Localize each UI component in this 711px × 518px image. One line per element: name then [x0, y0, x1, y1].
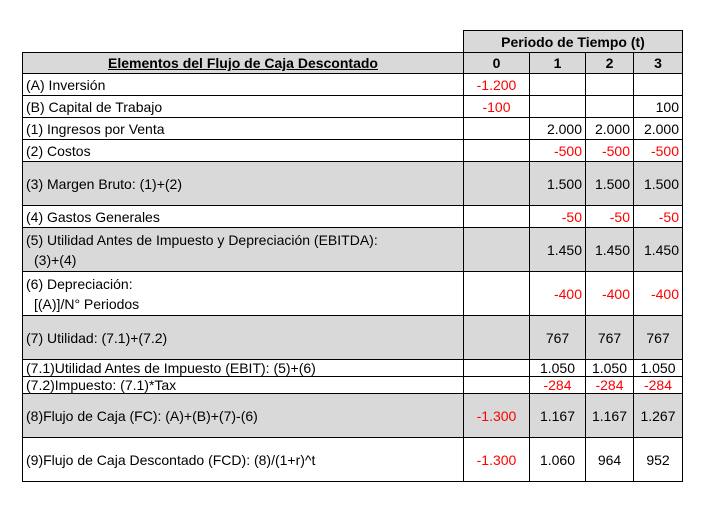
cell-value — [464, 377, 530, 394]
cell-value: 1.050 — [586, 360, 634, 377]
cell-value — [464, 140, 530, 162]
table-row — [23, 118, 683, 140]
cell-value: -500 — [530, 140, 586, 162]
discounted-cash-flow-table — [22, 30, 683, 482]
row-label-ingresos: (1) Ingresos por Venta — [23, 118, 464, 140]
table-row — [23, 96, 683, 118]
row-label-ebitda — [23, 228, 464, 272]
cell-value: 1.450 — [530, 228, 586, 272]
period-header-1: 1 — [530, 53, 586, 74]
cell-value: 767 — [586, 316, 634, 360]
cell-value: 100 — [634, 96, 683, 118]
column-header-row — [23, 53, 683, 74]
row-label-depreciacion — [23, 272, 464, 316]
row-label-flujo-caja: (8)Flujo de Caja (FC): (A)+(B)+(7)-(6) — [23, 394, 464, 438]
cell-value: -400 — [586, 272, 634, 316]
cell-value: 1.500 — [530, 162, 586, 206]
cell-value: 1.450 — [586, 228, 634, 272]
table-row — [23, 74, 683, 96]
cell-value: 1.050 — [634, 360, 683, 377]
table-row — [23, 394, 683, 438]
period-title: Periodo de Tiempo (t) — [464, 31, 683, 53]
period-title-row — [23, 31, 683, 53]
table-row — [23, 272, 683, 316]
table-row — [23, 316, 683, 360]
row-label-utilidad: (7) Utilidad: (7.1)+(7.2) — [23, 316, 464, 360]
cell-value — [464, 162, 530, 206]
cell-value: 2.000 — [634, 118, 683, 140]
blank-corner — [23, 31, 464, 53]
elements-title: Elementos del Flujo de Caja Descontado — [23, 53, 464, 74]
period-header-0: 0 — [464, 53, 530, 74]
cell-value: 1.167 — [530, 394, 586, 438]
table-row — [23, 377, 683, 394]
cell-value: 767 — [530, 316, 586, 360]
cell-value — [634, 74, 683, 96]
cell-value: -400 — [530, 272, 586, 316]
cell-value: -1.200 — [464, 74, 530, 96]
table-row — [23, 360, 683, 377]
row-label-line: [(A)]/N° Periodos — [34, 295, 140, 312]
cell-value: 1.267 — [634, 394, 683, 438]
row-label-margen-bruto: (3) Margen Bruto: (1)+(2) — [23, 162, 464, 206]
cell-value: 1.500 — [634, 162, 683, 206]
row-label-line: (6) Depreciación: — [26, 275, 133, 292]
cell-value: -1.300 — [464, 394, 530, 438]
cell-value: 1.450 — [634, 228, 683, 272]
cell-value — [464, 272, 530, 316]
table-row — [23, 162, 683, 206]
table-row — [23, 228, 683, 272]
cell-value — [464, 118, 530, 140]
cell-value: 964 — [586, 438, 634, 482]
table-row — [23, 438, 683, 482]
cell-value: 1.167 — [586, 394, 634, 438]
cell-value — [464, 360, 530, 377]
period-header-3: 3 — [634, 53, 683, 74]
cell-value: 1.500 — [586, 162, 634, 206]
cell-value: -50 — [634, 206, 683, 228]
cell-value: -50 — [530, 206, 586, 228]
cell-value: -50 — [586, 206, 634, 228]
cell-value — [464, 316, 530, 360]
period-header-2: 2 — [586, 53, 634, 74]
cell-value: 1.050 — [530, 360, 586, 377]
cell-value — [530, 74, 586, 96]
cell-value: -284 — [634, 377, 683, 394]
cell-value: 952 — [634, 438, 683, 482]
cell-value: -100 — [464, 96, 530, 118]
cell-value: -500 — [586, 140, 634, 162]
row-label-line: (5) Utilidad Antes de Impuesto y Depreciación (EBITDA): — [26, 231, 378, 248]
row-label-line: (3)+(4) — [34, 251, 77, 268]
cell-value: -284 — [530, 377, 586, 394]
cell-value — [464, 228, 530, 272]
cell-value: -284 — [586, 377, 634, 394]
cell-value — [530, 96, 586, 118]
row-label-costos: (2) Costos — [23, 140, 464, 162]
cell-value — [586, 96, 634, 118]
cell-value: -500 — [634, 140, 683, 162]
row-label-ebit: (7.1)Utilidad Antes de Impuesto (EBIT): (5)+(6) — [23, 360, 464, 377]
table-row — [23, 206, 683, 228]
row-label-flujo-caja-descontado: (9)Flujo de Caja Descontado (FCD): (8)/(1+r)^t — [23, 438, 464, 482]
cell-value: 767 — [634, 316, 683, 360]
row-label-inversion: (A) Inversión — [23, 74, 464, 96]
row-label-impuesto: (7.2)Impuesto: (7.1)*Tax — [23, 377, 464, 394]
row-label-capital-trabajo: (B) Capital de Trabajo — [23, 96, 464, 118]
table-row — [23, 140, 683, 162]
cell-value: -1.300 — [464, 438, 530, 482]
cell-value: 2.000 — [586, 118, 634, 140]
cell-value — [586, 74, 634, 96]
cell-value: 2.000 — [530, 118, 586, 140]
cell-value — [464, 206, 530, 228]
cell-value: -400 — [634, 272, 683, 316]
cell-value: 1.060 — [530, 438, 586, 482]
row-label-gastos-generales: (4) Gastos Generales — [23, 206, 464, 228]
